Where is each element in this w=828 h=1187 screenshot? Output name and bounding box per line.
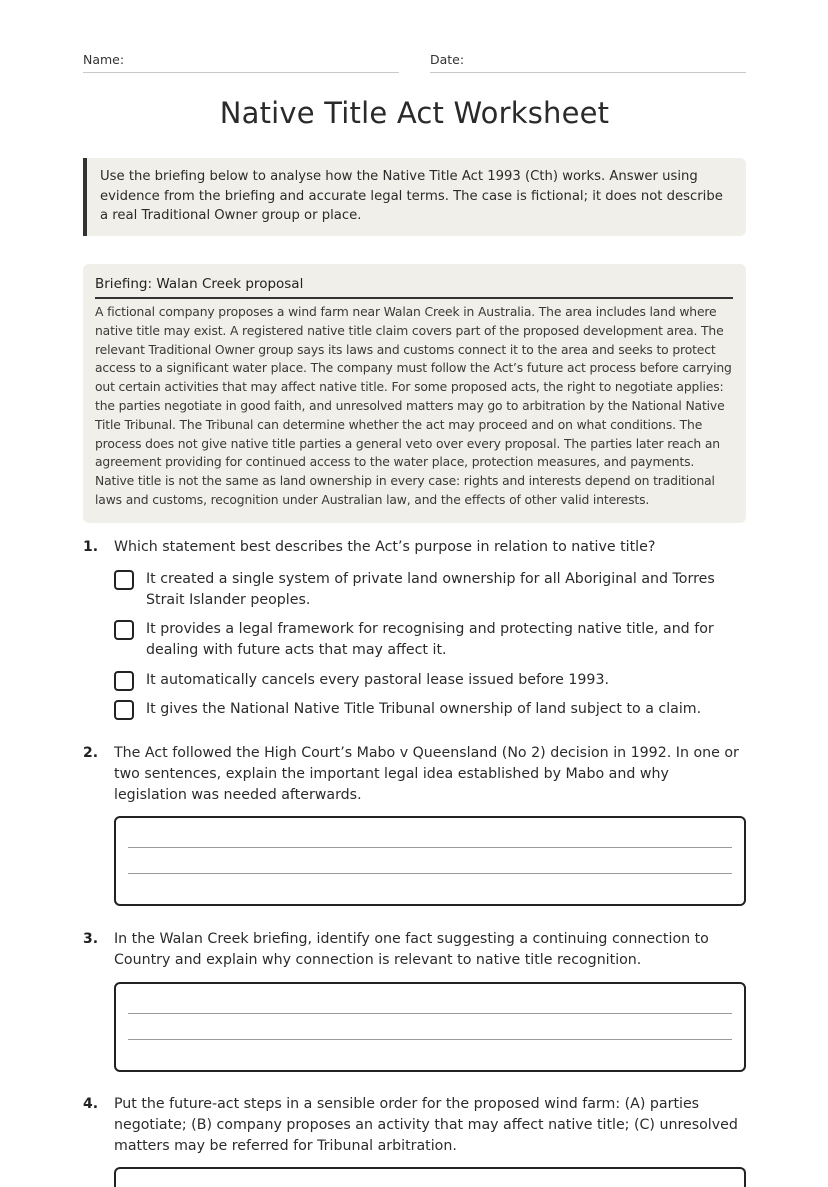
option-checkbox[interactable] (114, 700, 134, 720)
date-label: Date: (430, 52, 465, 67)
question-text: The Act followed the High Court’s Mabo v Queensland (No 2) decision in 1992. In one or two sentences, explain the important legal idea established by Mabo and why legislation was needed afterwards. (114, 745, 739, 803)
name-field[interactable] (83, 52, 399, 73)
question-number: 2. (83, 745, 99, 761)
briefing-box (83, 264, 746, 523)
worksheet-title: Native Title Act Worksheet (219, 96, 610, 130)
answer-line (128, 1039, 732, 1040)
date-field[interactable] (430, 52, 746, 73)
question-number: 4. (83, 1096, 99, 1112)
option-text: It created a single system of private land ownership for all Aboriginal and Torres Strait Islander peoples. (146, 571, 715, 608)
briefing-text: A fictional company proposes a wind farm near Walan Creek in Australia. The area includes land where native title may exist. A registered native title claim covers part of the proposed development area. The relevant Traditional Owner group says its laws and customs connect it to the area and seeks to protect access to a significant water place. The company must follow the Act’s future act process before carrying out certain activities that may affect native title. For some proposed acts, the right to negotiate applies: the parties negotiate in good faith, and unresolved matters may go to arbitration by the National Native Title Tribunal. The Tribunal can determine whether the act may proceed and on what conditions. The process does not give native title parties a general veto over every proposal. The parties later reach an agreement providing for continued access to the water place, protection measures, and payments. Native title is not the same as land ownership in every case: rights and interests depend on traditional laws and customs, recognition under Australian law, and the effects of other valid interests. (95, 305, 732, 507)
option-checkbox[interactable] (114, 620, 134, 640)
answer-box[interactable] (114, 1167, 746, 1187)
answer-box[interactable] (114, 982, 746, 1072)
answer-line (128, 847, 732, 848)
option-checkbox[interactable] (114, 570, 134, 590)
question-text: Put the future-act steps in a sensible order for the proposed wind farm: (A) parties negotiate; (B) company proposes an activity that may affect native title; (C) unresolved matters may be referred for Tribunal arbitration. (114, 1096, 738, 1154)
answer-box[interactable] (114, 816, 746, 906)
question-text: Which statement best describes the Act’s purpose in relation to native title? (114, 539, 656, 555)
option-text: It provides a legal framework for recognising and protecting native title, and for dealing with future acts that may affect it. (146, 621, 714, 658)
name-date-row (83, 52, 746, 74)
answer-line (128, 1013, 732, 1014)
question-number: 1. (83, 539, 99, 555)
option-text: It automatically cancels every pastoral lease issued before 1993. (146, 672, 609, 688)
briefing-title: Briefing: Walan Creek proposal (95, 274, 733, 299)
name-label: Name: (83, 52, 125, 67)
option-checkbox[interactable] (114, 671, 134, 691)
question-number: 3. (83, 931, 99, 947)
instructions-box: Use the briefing below to analyse how the Native Title Act 1993 (Cth) works. Answer using evidence from the briefing and accurate legal terms. The case is fictional; it does not describe a real Traditional Owner group or place. (83, 158, 746, 236)
option-text: It gives the National Native Title Tribunal ownership of land subject to a claim. (146, 701, 702, 717)
answer-line (128, 873, 732, 874)
question-text: In the Walan Creek briefing, identify one fact suggesting a continuing connection to Country and explain why connection is relevant to native title recognition. (114, 931, 709, 968)
